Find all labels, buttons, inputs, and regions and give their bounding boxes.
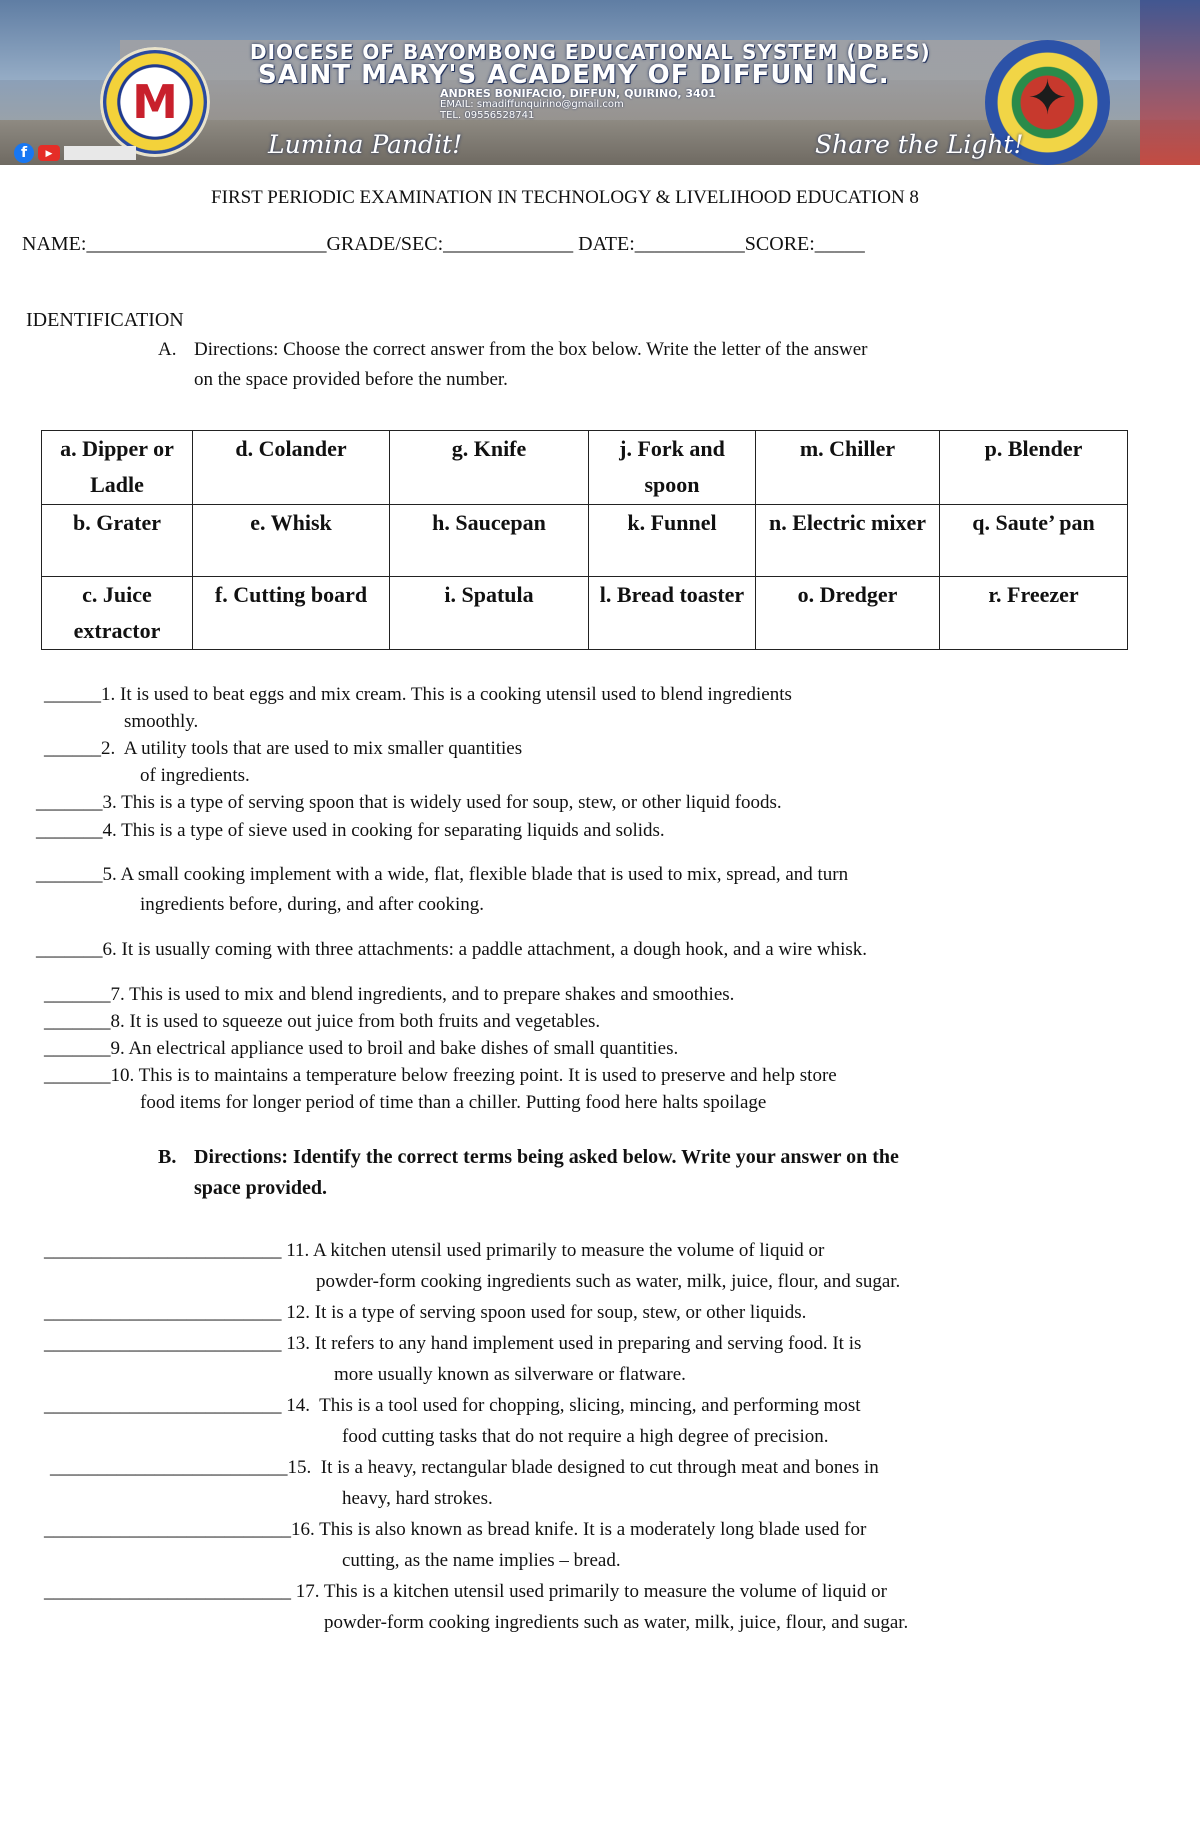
choice-cell: c. Juice extractor — [42, 577, 193, 650]
question-6: _______6. It is usually coming with three attachments: a paddle attachment, a dough hook, and a wire whisk. — [36, 939, 868, 960]
part-b-label: B. — [158, 1146, 177, 1168]
question-9: _______9. An electrical appliance used to broil and bake dishes of small quantities. — [44, 1038, 679, 1059]
choice-cell: p. Blender — [940, 431, 1128, 505]
school-email: EMAIL: smadiffunquirino@gmail.com — [440, 99, 624, 110]
question-14-cont: food cutting tasks that do not require a high degree of precision. — [342, 1426, 829, 1447]
question-1-cont: smoothly. — [124, 711, 199, 732]
facebook-icon: f — [14, 143, 34, 163]
video-icon: ▶ — [38, 145, 60, 161]
question-10: _______10. This is to maintains a temperature below freezing point. It is used to preserve and help store — [44, 1065, 837, 1086]
question-8: _______8. It is used to squeeze out juice from both fruits and vegetables. — [44, 1011, 601, 1032]
question-4: _______4. This is a type of sieve used in cooking for separating liquids and solids. — [36, 820, 665, 841]
question-2-cont: of ingredients. — [140, 765, 250, 786]
question-13: _________________________ 13. It refers to any hand implement used in preparing and serving food. It is — [44, 1333, 862, 1354]
choice-cell: k. Funnel — [589, 505, 756, 577]
choice-cell: h. Saucepan — [390, 505, 589, 577]
student-info-line: NAME:________________________GRADE/SEC:_____________ DATE:___________SCORE:_____ — [22, 233, 865, 255]
choice-cell: m. Chiller — [756, 431, 940, 505]
choice-cell: g. Knife — [390, 431, 589, 505]
motto-right: Share the Light! — [815, 130, 1024, 159]
question-17-cont: powder-form cooking ingredients such as water, milk, juice, flour, and sugar. — [324, 1612, 909, 1633]
part-a-directions: Directions: Choose the correct answer from the box below. Write the letter of the answer — [194, 339, 868, 360]
choice-cell: q. Saute’ pan — [940, 505, 1128, 577]
part-b-directions: Directions: Identify the correct terms being asked below. Write your answer on the — [194, 1146, 899, 1168]
question-5: _______5. A small cooking implement with a wide, flat, flexible blade that is used to mix, spread, and turn — [36, 864, 849, 885]
question-16: __________________________16. This is also known as bread knife. It is a moderately long blade used for — [44, 1519, 867, 1540]
question-16-cont: cutting, as the name implies – bread. — [342, 1550, 621, 1571]
question-10-cont: food items for longer period of time than a chiller. Putting food here halts spoilage — [140, 1092, 767, 1113]
part-a-label: A. — [158, 339, 177, 360]
choice-cell: d. Colander — [193, 431, 390, 505]
question-7: _______7. This is used to mix and blend ingredients, and to prepare shakes and smoothies. — [44, 984, 735, 1005]
choice-cell: j. Fork and spoon — [589, 431, 756, 505]
question-15: _________________________15. It is a heavy, rectangular blade designed to cut through meat and bones in — [50, 1457, 879, 1478]
social-links — [14, 143, 136, 163]
school-address: ANDRES BONIFACIO, DIFFUN, QUIRINO, 3401 — [440, 87, 716, 100]
question-11-cont: powder-form cooking ingredients such as water, milk, juice, flour, and sugar. — [316, 1271, 901, 1292]
section-title: IDENTIFICATION — [26, 309, 184, 331]
school-header-banner — [0, 0, 1200, 165]
question-13-cont: more usually known as silverware or flatware. — [334, 1364, 686, 1385]
diocese-name: DIOCESE OF BAYOMBONG EDUCATIONAL SYSTEM (DBES) — [250, 40, 931, 64]
question-17: __________________________ 17. This is a kitchen utensil used primarily to measure the volume of liquid or — [44, 1581, 887, 1602]
part-b-directions-cont: space provided. — [194, 1177, 327, 1199]
choice-cell: l. Bread toaster — [589, 577, 756, 650]
choice-cell: o. Dredger — [756, 577, 940, 650]
choice-cell: i. Spatula — [390, 577, 589, 650]
page-badge-icon — [64, 146, 136, 160]
choice-cell: r. Freezer — [940, 577, 1128, 650]
school-phone: TEL. 09556528741 — [440, 110, 535, 121]
banner-flag-stripe — [1140, 0, 1200, 165]
question-2: ______2. A utility tools that are used to mix smaller quantities — [44, 738, 523, 759]
part-a-directions-cont: on the space provided before the number. — [194, 369, 508, 390]
school-name: SAINT MARY'S ACADEMY OF DIFFUN INC. — [258, 60, 890, 90]
question-14: _________________________ 14. This is a tool used for chopping, slicing, mincing, and performing most — [44, 1395, 861, 1416]
exam-title: FIRST PERIODIC EXAMINATION IN TECHNOLOGY & LIVELIHOOD EDUCATION 8 — [211, 187, 919, 208]
question-5-cont: ingredients before, during, and after cooking. — [140, 894, 484, 915]
question-3: _______3. This is a type of serving spoon that is widely used for soup, stew, or other liquid foods. — [36, 792, 782, 813]
question-12: _________________________ 12. It is a type of serving spoon used for soup, stew, or other liquids. — [44, 1302, 807, 1323]
dbes-seal-logo: ✦ — [985, 40, 1110, 165]
question-1: ______1. It is used to beat eggs and mix cream. This is a cooking utensil used to blend ingredients — [44, 684, 792, 705]
question-11: _________________________ 11. A kitchen utensil used primarily to measure the volume of liquid or — [44, 1240, 825, 1261]
choice-cell: n. Electric mixer — [756, 505, 940, 577]
choice-cell: a. Dipper or Ladle — [42, 431, 193, 505]
motto-left: Lumina Pandit! — [268, 130, 463, 159]
choice-cell: f. Cutting board — [193, 577, 390, 650]
choice-cell: e. Whisk — [193, 505, 390, 577]
question-15-cont: heavy, hard strokes. — [342, 1488, 493, 1509]
choice-cell: b. Grater — [42, 505, 193, 577]
answer-choices-table — [41, 430, 1128, 650]
school-seal-logo: M — [100, 47, 210, 157]
